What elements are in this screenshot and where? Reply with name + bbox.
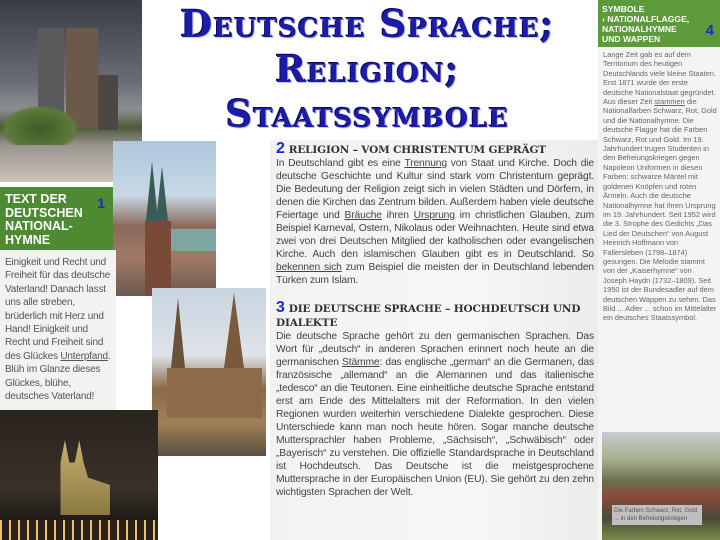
text: Die deutsche Sprache gehört zu den germanischen Sprachen. Das Wort für „deutsch“ in anderen Sprachen erinnert noch heute an die germanischen	[276, 331, 594, 368]
religion-heading-text: RELIGION – VOM CHRISTENTUM GEPRÄGT	[288, 144, 546, 156]
symbols-heading-b: › NATIONALFLAGGE, NATIONALHYMNE UND WAPPEN	[602, 14, 690, 44]
main-text-column	[270, 140, 598, 540]
language-text	[276, 330, 594, 499]
hymn-text	[0, 250, 116, 410]
symbols-heading-a: SYMBOLE	[602, 4, 645, 14]
symbols-column	[598, 0, 720, 540]
language-heading	[276, 301, 594, 330]
slide-title	[145, 2, 590, 137]
hymn-heading-box	[0, 187, 113, 250]
title-line-3: Staatssymbole	[225, 92, 510, 136]
text: die Nationalfarben Schwarz, Rot, Gold und die Nationalhymne. Die deutsche Flagge hat die Farben Schwarz, Rot und Gold. Im 19. Jahrhundert trugen Studenten in den Befreiungskriegen gegen Napoleon Uniformen in diesen Farben: schwarze Mäntel mit goldenen Knöpfen und roten Ärmeln. Auch die deutsche Nationalhymne hat ihren Ursprung im 19. Jahrhundert. Seit 1952 wird die 3. Strophe des Gedichts „Das Lied der Deutschen“ von August Heinrich Hoffmann von Fallersleben (1798–1874) gesungen. Die Melodie stammt von der „Kaiserhymne“ von Joseph Haydn (1732–1809). Seit 1950 ist der Bundesadler auf dem deutschen Wappen zu sehen. Das Bild ... Adler ... schon im Mittelalter ein deutsches Staatssymbol.	[603, 97, 717, 323]
painting-caption: Die Farben Schwarz, Rot, Gold ... in den Befreiungskriegen	[612, 505, 702, 525]
underlined-word: bekennen sich	[276, 262, 342, 273]
text: zum Beispiel die meisten der in Deutschland lebenden Türken zum Islam.	[276, 262, 594, 286]
text: Lange Zeit gab es auf dem Territorium des heutigen Deutschlands viele kleine Staaten. Erst 1871 wurde der erste deutsche Nationalstaat gegründet. Aus dieser Zeit	[603, 50, 716, 107]
underlined-word: stammen	[654, 97, 685, 107]
text: In Deutschland gibt es eine	[276, 158, 405, 169]
hymn-underlined-word: Unterpfand	[60, 350, 108, 362]
hymn-text-part: . Blüh im Glanze dieses Glückes, blühe, deutsches Vaterland!	[5, 350, 111, 403]
text: von Staat und Kirche. Doch die deutsche Geschichte und Kultur sind stark vom Christentum geprägt. Die Bedeutung der Religion zeigt sich in vielen Städten und Dörfern, in denen die Kirchen das Zentrum bilden. Außerdem haben viele deutsche Feiertage und	[276, 158, 594, 221]
text: im christlichen Glauben, zum Beispiel Karneval, Ostern, Nikolaus oder Weihnachten. Heute sind etwa zwei von drei Deutschen Mitglied der katholischen oder evangelischen Kirche. Auch den islamischen Glauben gibt es in Deutschland. So	[276, 210, 594, 260]
language-heading-text: DIE DEUTSCHE SPRACHE – HOCHDEUTSCH UND DIALEKTE	[276, 303, 581, 329]
photo-cologne-cathedral-night	[0, 410, 158, 540]
title-line-2: Religion;	[275, 47, 460, 91]
photo-luebeck-church	[113, 141, 216, 296]
section-number: 3	[276, 299, 285, 316]
religion-text	[276, 157, 594, 287]
underlined-word: Trennung	[404, 158, 447, 169]
underlined-word: Ursprung	[413, 210, 455, 221]
underlined-word: Bräuche	[344, 210, 382, 221]
section-number: 4	[705, 22, 714, 39]
symbols-text	[603, 50, 717, 323]
section-number: 2	[276, 140, 285, 157]
title-line-1: Deutsche Sprache;	[180, 2, 555, 46]
underlined-word: Stämme	[342, 357, 380, 368]
section-number: 1	[97, 195, 105, 211]
text: ihren	[381, 210, 414, 221]
symbols-heading-box	[598, 0, 720, 47]
text: : das englische „german“ an die Germanen, das französische „allemand“ an die Alemannen und das italienische „tedesco“ an die Teutonen. Eine einheitliche deutsche Sprache entstand erst am Ende des Mittelalters mit der Reformation. In den vielen Regionen wurden weiterhin verschiedene Dialekte gesprochen. Diese Unterschiede kann man noch heute hören. Sogar manche deutsche Muttersprachler haben Probleme, „Sächsisch“, „Schwäbisch“ oder „Bayerisch“ zu verstehen. Die offizielle Standardsprache in Deutschland ist Hochdeutsch. Das Deutsche ist die meistgesprochene Muttersprache in der Europäischen Union (EU). Sie gehört zu den zehn wichtigsten Sprachen der Welt.	[276, 357, 594, 498]
hymn-heading: TEXT DER DEUTSCHEN NATIONAL-HYMNE	[5, 192, 83, 247]
religion-heading	[276, 142, 594, 157]
photo-cologne-churches	[152, 288, 266, 456]
hymn-text-part: Einigkeit und Recht und Freiheit für das deutsche Vaterland! Danach lasst uns alle streben, brüderlich mit Herz und Hand! Einigkeit und Recht und Freiheit sind des Glückes	[5, 257, 111, 362]
